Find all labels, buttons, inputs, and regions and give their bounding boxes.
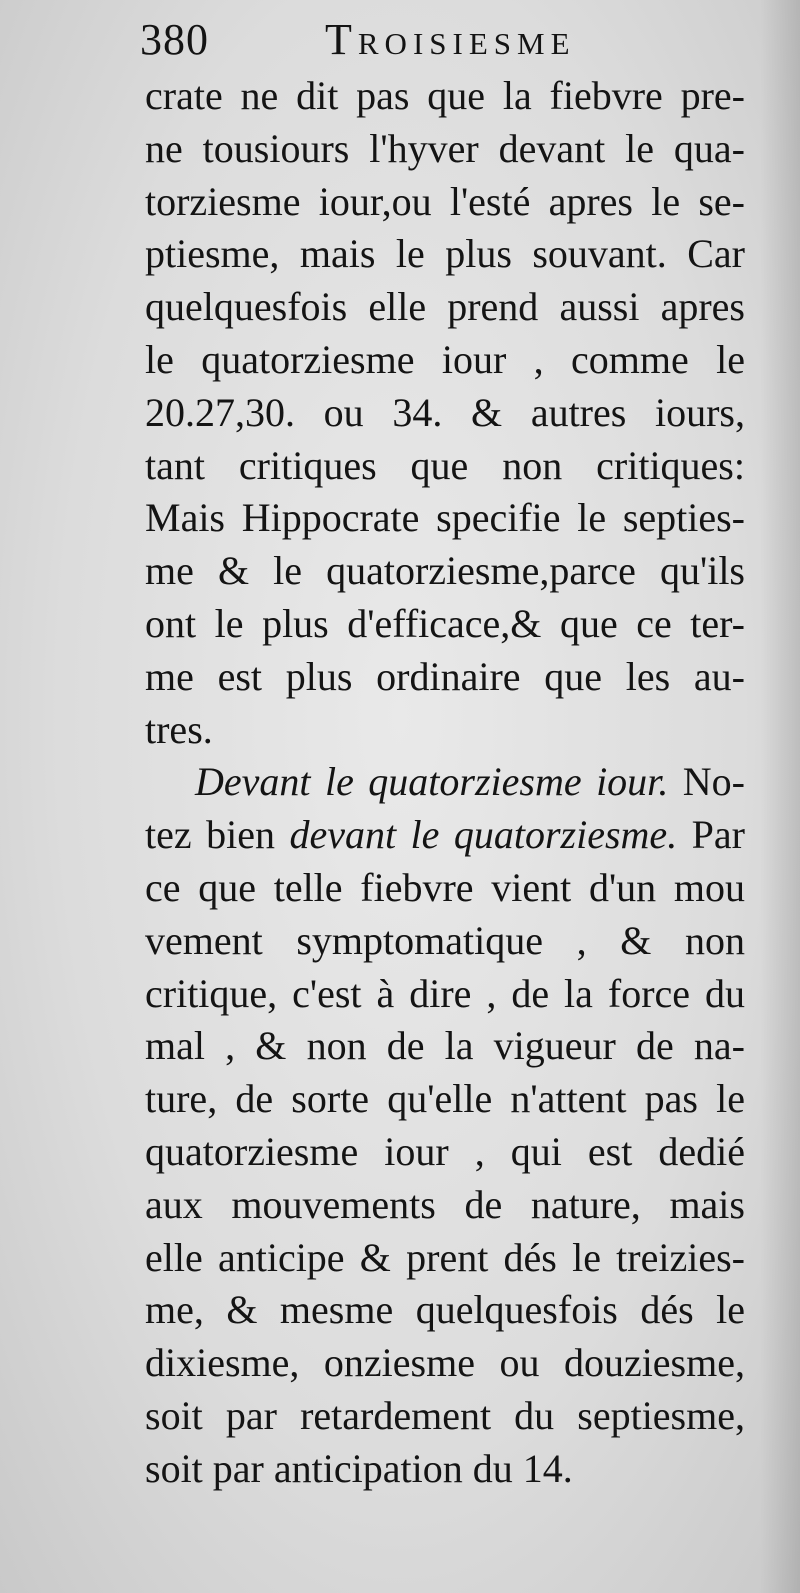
- text-fragment: No-: [668, 759, 745, 805]
- text-line: elle anticipe & prent dés le treizies-: [145, 1234, 745, 1280]
- text-line: vement symptomatique , & non: [145, 917, 745, 963]
- text-line: Mais Hippocrate specifie le septies-: [145, 495, 745, 541]
- text-line: torziesme iour,ou l'esté apres le se-: [145, 178, 745, 224]
- text-block: [145, 70, 745, 1496]
- text-line: crate ne dit pas que la fiebvre pre-: [145, 73, 745, 118]
- text-line: quatorziesme iour , qui est dedié: [145, 1128, 745, 1174]
- text-line: aux mouvements de nature, mais: [145, 1181, 745, 1227]
- text-line: [145, 809, 745, 862]
- italic-lemma: Devant le quatorziesme iour.: [195, 759, 669, 805]
- text-line: ture, de sorte qu'elle n'attent pas le: [145, 1076, 745, 1122]
- page-header: [140, 10, 740, 70]
- text-line: le quatorziesme iour , comme le: [145, 336, 745, 382]
- text-line: dixiesme, onziesme ou douziesme,: [145, 1340, 745, 1386]
- text-line: quelquesfois elle prend aussi apres: [145, 284, 745, 330]
- text-line: me & le quatorziesme,parce qu'ils: [145, 548, 745, 594]
- text-line: soit par retardement du septiesme,: [145, 1392, 745, 1438]
- text-line: soit par anticipation du 14.: [145, 1445, 573, 1491]
- text-line: me est plus ordinaire que les au-: [145, 653, 745, 699]
- text-line: ont le plus d'efficace,& que ce ter-: [145, 600, 745, 646]
- text-line: ce que telle fiebvre vient d'un mou: [145, 864, 745, 910]
- text-fragment: Par: [677, 812, 745, 858]
- page-number: 380: [140, 15, 209, 64]
- running-head: Troisiesme: [325, 15, 576, 64]
- paragraph-1: [145, 70, 745, 756]
- text-line: tant critiques que non critiques:: [145, 442, 745, 488]
- text-line: ne tousiours l'hyver devant le qua-: [145, 125, 745, 171]
- text-line: critique, c'est à dire , de la force du: [145, 970, 745, 1016]
- text-line: mal , & non de la vigueur de na-: [145, 1023, 745, 1069]
- text-line: ptiesme, mais le plus souvant. Car: [145, 231, 745, 277]
- text-line: [145, 756, 745, 809]
- text-line: 20.27,30. ou 34. & autres iours,: [145, 389, 745, 435]
- text-line: tres.: [145, 706, 213, 752]
- text-line: me, & mesme quelquesfois dés le: [145, 1287, 745, 1333]
- paragraph-2: [145, 756, 745, 1495]
- italic-quote: devant le quatorziesme.: [289, 812, 678, 858]
- page-edge-shadow: [760, 0, 800, 1593]
- text-fragment: tez bien: [145, 812, 290, 858]
